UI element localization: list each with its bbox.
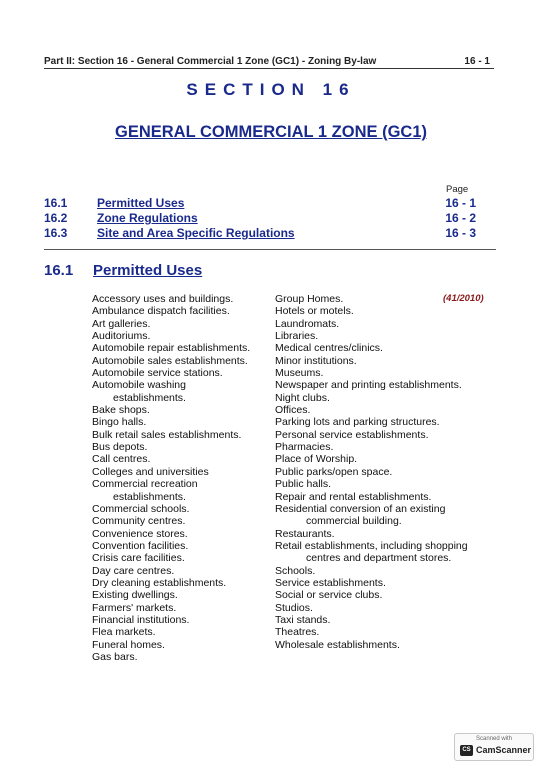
toc-link-site-regulations[interactable]: Site and Area Specific Regulations [97, 226, 295, 240]
list-item: Theatres. [275, 626, 320, 639]
list-item: Pharmacies. [275, 441, 334, 454]
list-item: Restaurants. [275, 527, 335, 540]
list-item: Public parks/open space. [275, 465, 393, 478]
list-item-continuation: establishments. [113, 391, 186, 404]
list-item: Accessory uses and buildings. [92, 293, 234, 305]
toc-number: 16.1 [44, 196, 68, 210]
toc-row-site-regulations[interactable] [44, 226, 476, 241]
watermark-brand: CamScanner [476, 745, 532, 755]
list-item: Funeral homes. [92, 638, 165, 651]
toc-link-permitted-uses[interactable]: Permitted Uses [97, 196, 185, 210]
list-item-continuation: commercial building. [306, 515, 402, 528]
list-item: Retail establishments, including shopping [275, 539, 468, 552]
list-item: Automobile repair establishments. [92, 342, 251, 355]
toc-row-zone-regulations[interactable] [44, 211, 476, 226]
list-item: Automobile washing [92, 379, 186, 392]
list-item: Schools. [275, 564, 316, 577]
list-item: Museums. [275, 367, 324, 380]
list-item: Existing dwellings. [92, 589, 178, 602]
toc-row-permitted-uses[interactable] [44, 196, 476, 211]
section-title: GENERAL COMMERCIAL 1 ZONE (GC1) [115, 123, 427, 141]
list-item: Social or service clubs. [275, 589, 383, 602]
list-item: Studios. [275, 601, 313, 614]
list-item: Automobile sales establishments. [92, 354, 248, 367]
list-item: Convention facilities. [92, 539, 189, 552]
list-item: Colleges and universities [92, 465, 209, 478]
page-header [44, 56, 494, 69]
divider [44, 249, 496, 250]
toc-page: 16 - 1 [445, 196, 476, 210]
header-page-number: 16 - 1 [464, 56, 490, 67]
list-item: Laundromats. [275, 317, 340, 330]
list-item: Service establishments. [275, 576, 386, 589]
list-item: Financial institutions. [92, 613, 190, 626]
toc-link-zone-regulations[interactable]: Zone Regulations [97, 211, 198, 225]
list-item: Residential conversion of an existing [275, 502, 446, 515]
permitted-uses-column-1 [92, 293, 272, 663]
toc-page-label: Page [446, 184, 469, 195]
list-item: Auditoriums. [92, 330, 151, 343]
list-item: Bulk retail sales establishments. [92, 428, 242, 441]
list-item: Group Homes. [275, 293, 344, 305]
section-heading-number: 16.1 [44, 262, 74, 279]
list-item: Bake shops. [92, 404, 150, 417]
list-item: Minor institutions. [275, 354, 357, 367]
list-item: Bus depots. [92, 441, 148, 454]
list-item: Flea markets. [92, 626, 156, 639]
list-item: Taxi stands. [275, 613, 331, 626]
toc-number: 16.3 [44, 226, 68, 240]
list-item: Day care centres. [92, 564, 175, 577]
list-item: Hotels or motels. [275, 305, 354, 318]
list-item: Community centres. [92, 515, 186, 528]
header-title: Part II: Section 16 - General Commercial 1 Zone (GC1) - Zoning By-law [44, 56, 377, 67]
list-item: Wholesale establishments. [275, 638, 400, 651]
amendment-note: (41/2010) [443, 293, 484, 304]
list-item: Farmers' markets. [92, 601, 177, 614]
list-item: Convenience stores. [92, 527, 188, 540]
toc-number: 16.2 [44, 211, 68, 225]
list-item: Repair and rental establishments. [275, 490, 432, 503]
list-item-continuation: centres and department stores. [306, 552, 452, 565]
list-item: Newspaper and printing establishments. [275, 379, 462, 392]
list-item: Medical centres/clinics. [275, 342, 383, 355]
list-item: Place of Worship. [275, 453, 358, 466]
list-item: Public halls. [275, 478, 332, 491]
list-item: Call centres. [92, 453, 151, 466]
list-item: Commercial recreation [92, 478, 198, 491]
list-item: Parking lots and parking structures. [275, 416, 440, 429]
list-item: Bingo halls. [92, 416, 147, 429]
list-item: Ambulance dispatch facilities. [92, 305, 230, 318]
permitted-uses-column-2 [275, 293, 497, 651]
section-number: SECTION 16 [186, 80, 356, 99]
section-heading [44, 262, 203, 279]
list-item: Night clubs. [275, 391, 330, 404]
toc-page: 16 - 2 [445, 211, 476, 225]
list-item: Crisis care facilities. [92, 552, 185, 565]
list-item: Automobile service stations. [92, 367, 223, 380]
list-item: Dry cleaning establishments. [92, 576, 227, 589]
toc-page: 16 - 3 [445, 226, 476, 240]
camscanner-logo-icon: CS [460, 745, 473, 756]
list-item: Commercial schools. [92, 502, 190, 515]
camscanner-watermark [454, 733, 534, 761]
list-item: Personal service establishments. [275, 428, 429, 441]
list-item-continuation: establishments. [113, 490, 186, 503]
list-item: Art galleries. [92, 317, 151, 330]
watermark-caption: Scanned with [475, 736, 513, 742]
list-item: Libraries. [275, 330, 319, 343]
list-item: Offices. [275, 404, 311, 417]
section-heading-title: Permitted Uses [93, 262, 203, 279]
list-item: Gas bars. [92, 650, 138, 663]
